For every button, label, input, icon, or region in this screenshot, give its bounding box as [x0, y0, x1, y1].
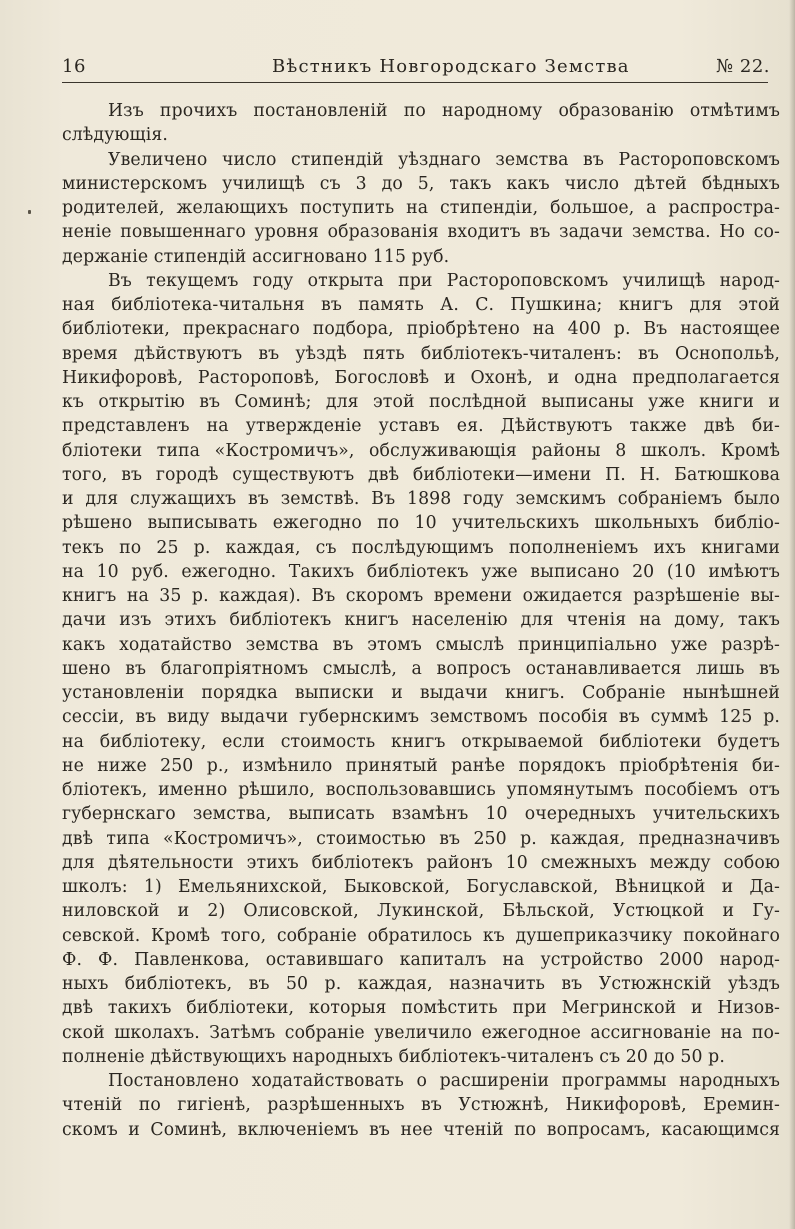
- text-line: ныхъ библіотекъ, въ 50 р. каждая, назначить въ Устюжнскій уѣздъ: [62, 974, 780, 994]
- text-line: двѣ такихъ библіотеки, которыя помѣстить при Мегринской и Низов-: [62, 998, 780, 1019]
- text-line: бліотекъ, именно рѣшило, воспользовавшись упомянутымъ пособіемъ отъ: [62, 780, 780, 800]
- text-line: Постановлено ходатайствовать о расширеніи программы народныхъ: [108, 1071, 780, 1091]
- text-line: школъ: 1) Емельяниxской, Быковской, Богуславской, Вѣницкой и Да-: [62, 877, 780, 897]
- text-line: Никифоровѣ, Растороповѣ, Богословѣ и Охонѣ, и одна предполагается: [62, 367, 780, 388]
- text-line: какъ ходатайство земства въ этомъ смыслѣ принципіально уже разрѣ-: [62, 634, 780, 655]
- text-line: Изъ прочихъ постановленій по народному образованію отмѣтимъ: [108, 101, 780, 121]
- text-line: ской школахъ. Затѣмъ собраніе увеличило ежегодное ассигнованіе на по-: [62, 1022, 780, 1043]
- text-line: книгъ на 35 р. каждая). Въ скоромъ времени ожидается разрѣшеніе вы-: [62, 586, 780, 606]
- text-line: чтеній по гигіенѣ, разрѣшенныхъ въ Устюжнѣ, Никифоровѣ, Еремин-: [62, 1095, 780, 1116]
- text-line: шено въ благопріятномъ смыслѣ, а вопросъ останавливается лишь въ: [62, 658, 780, 679]
- text-line: и для служащихъ въ земствѣ. Въ 1898 году земскимъ собраніемъ было: [62, 489, 780, 509]
- text-line: время дѣйствуютъ въ уѣздѣ пять библіотекъ-читаленъ: въ Оснопольѣ,: [62, 343, 780, 364]
- text-line: сессіи, въ виду выдачи губернскимъ земствомъ пособія въ суммѣ 125 р.: [62, 707, 780, 728]
- text-line: рѣшено выписывать ежегодно по 10 учительскихъ школьныхъ библіо-: [62, 513, 780, 534]
- text-line: не ниже 250 р., измѣнило принятый ранѣе порядокъ пріобрѣтенія би-: [62, 755, 780, 776]
- page-edge-shadow: [789, 0, 795, 1229]
- text-line: къ открытію въ Соминѣ; для этой послѣдной выписаны уже книги и: [62, 392, 780, 412]
- text-line: представленъ на утвержденіе уставъ ея. Дѣйствуютъ также двѣ би-: [62, 416, 780, 437]
- text-line: Въ текущемъ году открыта при Растороповскомъ училищѣ народ-: [108, 270, 780, 291]
- text-line: бліотеки типа «Костромичъ», обслуживающія районы 8 школъ. Кромѣ: [62, 440, 780, 461]
- text-line: на 10 руб. ежегодно. Такихъ библіотекъ уже выписано 20 (10 имѣютъ: [62, 561, 780, 582]
- text-line: дачи изъ этихъ библіотекъ книгъ населенію для чтенія на дому, такъ: [62, 610, 780, 631]
- text-line: двѣ типа «Костромичъ», стоимостью въ 250 р. каждая, предназначивъ: [62, 828, 780, 849]
- text-line: полненіе дѣйствующихъ народныхъ библіотекъ-читаленъ съ 20 до 50 р.: [62, 1046, 725, 1067]
- text-line: текъ по 25 р. каждая, съ послѣдующимъ пополненіемъ ихъ книгами: [62, 537, 780, 558]
- text-line: губернскаго земства, выписать взамѣнъ 10 очередныхъ учительскихъ: [62, 804, 780, 825]
- text-line: министерскомъ училищѣ съ 3 до 5, такъ какъ число дѣтей бѣдныхъ: [62, 173, 780, 194]
- issue-number: № 22.: [716, 56, 770, 77]
- text-line: для дѣятельности этихъ библіотекъ районъ 10 смежныхъ между собою: [62, 852, 780, 873]
- header-rule: [62, 82, 768, 83]
- text-line: Ф. Ф. Павленкова, оставившаго капиталъ на устройство 2000 народ-: [62, 949, 780, 970]
- text-line: библіотеки, прекраснаго подбора, пріобрѣтено на 400 р. Въ настоящее: [62, 319, 780, 340]
- text-line: Увеличено число стипендій уѣзднаго земства въ Растороповскомъ: [108, 149, 780, 170]
- text-line: на библіотеку, если стоимость книгъ открываемой библіотеки будетъ: [62, 731, 780, 752]
- running-title: Вѣстникъ Новгородскаго Земства: [272, 56, 630, 77]
- text-line: родителей, желающихъ поступить на стипендіи, большое, а распростра-: [62, 198, 780, 218]
- text-line: неніе повышеннаго уровня образованія входитъ въ задачи земства. Но со-: [62, 222, 780, 243]
- page-number: 16: [62, 56, 86, 77]
- text-line: ниловской и 2) Олисовской, Лукинской, Бѣльской, Устюцкой и Гу-: [62, 901, 780, 922]
- body-text: [62, 99, 780, 1142]
- text-line: севской. Кромѣ того, собраніе обратилось къ душеприказчику покойнаго: [62, 925, 780, 946]
- text-line: того, въ городѣ существуютъ двѣ библіотеки—имени П. Н. Батюшкова: [62, 464, 780, 485]
- text-line: держаніе стипендій ассигновано 115 руб.: [62, 246, 450, 267]
- text-line: скомъ и Соминѣ, включеніемъ въ нее чтеній по вопросамъ, касающимся: [62, 1119, 780, 1140]
- text-line: слѣдующія.: [62, 125, 168, 146]
- margin-mark: [28, 210, 31, 214]
- text-line: ная библіотека-читальня въ память А. С. Пушкина; книгъ для этой: [62, 295, 780, 315]
- text-line: установленіи порядка выписки и выдачи книгъ. Собраніе нынѣшней: [62, 683, 780, 703]
